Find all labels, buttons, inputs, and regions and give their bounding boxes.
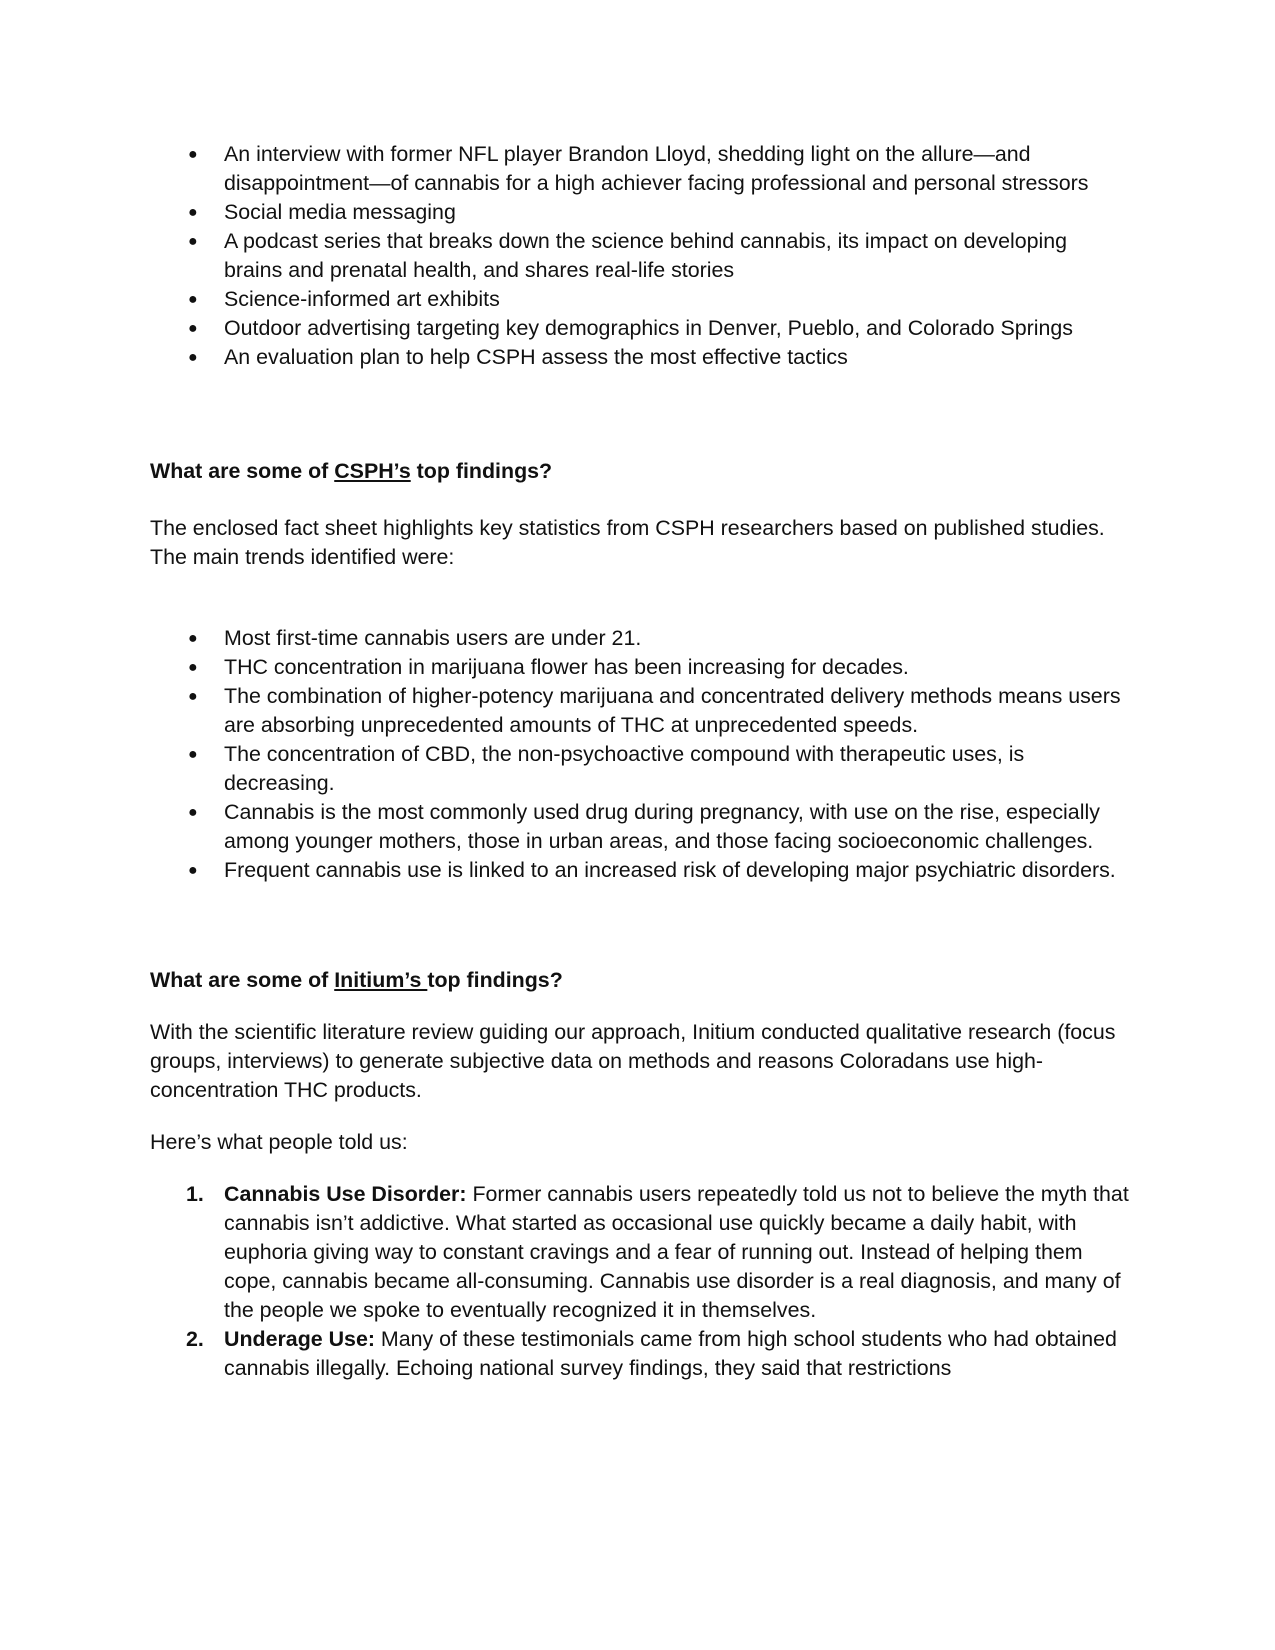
- csph-findings-list: [150, 624, 1130, 885]
- list-number: 1.: [186, 1182, 204, 1206]
- list-item: [150, 227, 1130, 285]
- bullet-icon: ●: [188, 349, 198, 366]
- bullet-icon: ●: [188, 146, 198, 163]
- list-item: [150, 1180, 1130, 1325]
- list-item-text: Most first-time cannabis users are under 21.: [224, 626, 642, 650]
- list-item: [150, 653, 1130, 682]
- list-item-text: Science-informed art exhibits: [224, 287, 500, 311]
- bullet-icon: ●: [188, 746, 198, 763]
- list-item-text: The combination of higher-potency marijuana and concentrated delivery methods means users are absorbing unprecedented amounts of THC at unprecedented speeds.: [224, 684, 1121, 737]
- bullet-icon: ●: [188, 233, 198, 250]
- list-item-text: An evaluation plan to help CSPH assess the most effective tactics: [224, 345, 848, 369]
- list-item-text: Social media messaging: [224, 200, 456, 224]
- people-told-us-text: Here’s what people told us:: [150, 1130, 408, 1154]
- list-item: [150, 682, 1130, 740]
- csph-intro-paragraph: The enclosed fact sheet highlights key statistics from CSPH researchers based on published studies. The main trends identified were:: [150, 516, 1105, 569]
- list-item: [150, 624, 1130, 653]
- initium-intro-paragraph: With the scientific literature review guiding our approach, Initium conducted qualitative research (focus groups, interviews) to generate subjective data on methods and reasons Coloradans use high-concentration THC products.: [150, 1020, 1116, 1102]
- finding-lead: Cannabis Use Disorder:: [224, 1182, 467, 1206]
- list-item: [150, 740, 1130, 798]
- list-item-text: A podcast series that breaks down the science behind cannabis, its impact on developing brains and prenatal health, and shares real-life stories: [224, 229, 1068, 282]
- csph-link-text: CSPH’s: [334, 459, 411, 483]
- list-item: [150, 856, 1130, 885]
- bullet-icon: ●: [188, 320, 198, 337]
- bullet-icon: ●: [188, 659, 198, 676]
- list-item: [150, 285, 1130, 314]
- list-item-text: The concentration of CBD, the non-psychoactive compound with therapeutic uses, is decreasing.: [224, 742, 1025, 795]
- csph-findings-heading: What are some of CSPH’s top findings?: [150, 459, 553, 483]
- bullet-icon: ●: [188, 291, 198, 308]
- list-item: [150, 314, 1130, 343]
- bullet-icon: ●: [188, 204, 198, 221]
- bullet-icon: ●: [188, 804, 198, 821]
- list-item: [150, 140, 1130, 198]
- list-item-text: THC concentration in marijuana flower has been increasing for decades.: [224, 655, 909, 679]
- list-item-text: Outdoor advertising targeting key demographics in Denver, Pueblo, and Colorado Springs: [224, 316, 1073, 340]
- bullet-icon: ●: [188, 862, 198, 879]
- list-item: [150, 198, 1130, 227]
- finding-lead: Underage Use:: [224, 1327, 375, 1351]
- bullet-icon: ●: [188, 630, 198, 647]
- initium-findings-heading: What are some of Initium’s top findings?: [150, 968, 563, 992]
- list-item: [150, 1325, 1130, 1383]
- list-item: [150, 798, 1130, 856]
- list-item-text: An interview with former NFL player Brandon Lloyd, shedding light on the allure—and disappointment—of cannabis for a high achiever facing professional and personal stressors: [224, 142, 1089, 195]
- outreach-tactics-list: [150, 140, 1130, 372]
- list-item: [150, 343, 1130, 372]
- initium-findings-list: [150, 1180, 1130, 1383]
- bullet-icon: ●: [188, 688, 198, 705]
- list-item-text: Frequent cannabis use is linked to an increased risk of developing major psychiatric disorders.: [224, 858, 1116, 882]
- initium-link-text: Initium’s: [334, 968, 428, 992]
- list-number: 2.: [186, 1327, 204, 1351]
- list-item-text: Cannabis is the most commonly used drug during pregnancy, with use on the rise, especially among younger mothers, those in urban areas, and those facing socioeconomic challenges.: [224, 800, 1100, 853]
- finding-text: Many of these testimonials came from high school students who had obtained cannabis illegally. Echoing national survey findings, they said that restrictions: [224, 1327, 1117, 1380]
- finding-text: Former cannabis users repeatedly told us not to believe the myth that cannabis isn’t addictive. What started as occasional use quickly became a daily habit, with euphoria giving way to constant cravings and a fear of running out. Instead of helping them cope, cannabis became all-consuming. Cannabis use disorder is a real diagnosis, and many of the people we spoke to eventually recognized it in themselves.: [224, 1182, 1129, 1322]
